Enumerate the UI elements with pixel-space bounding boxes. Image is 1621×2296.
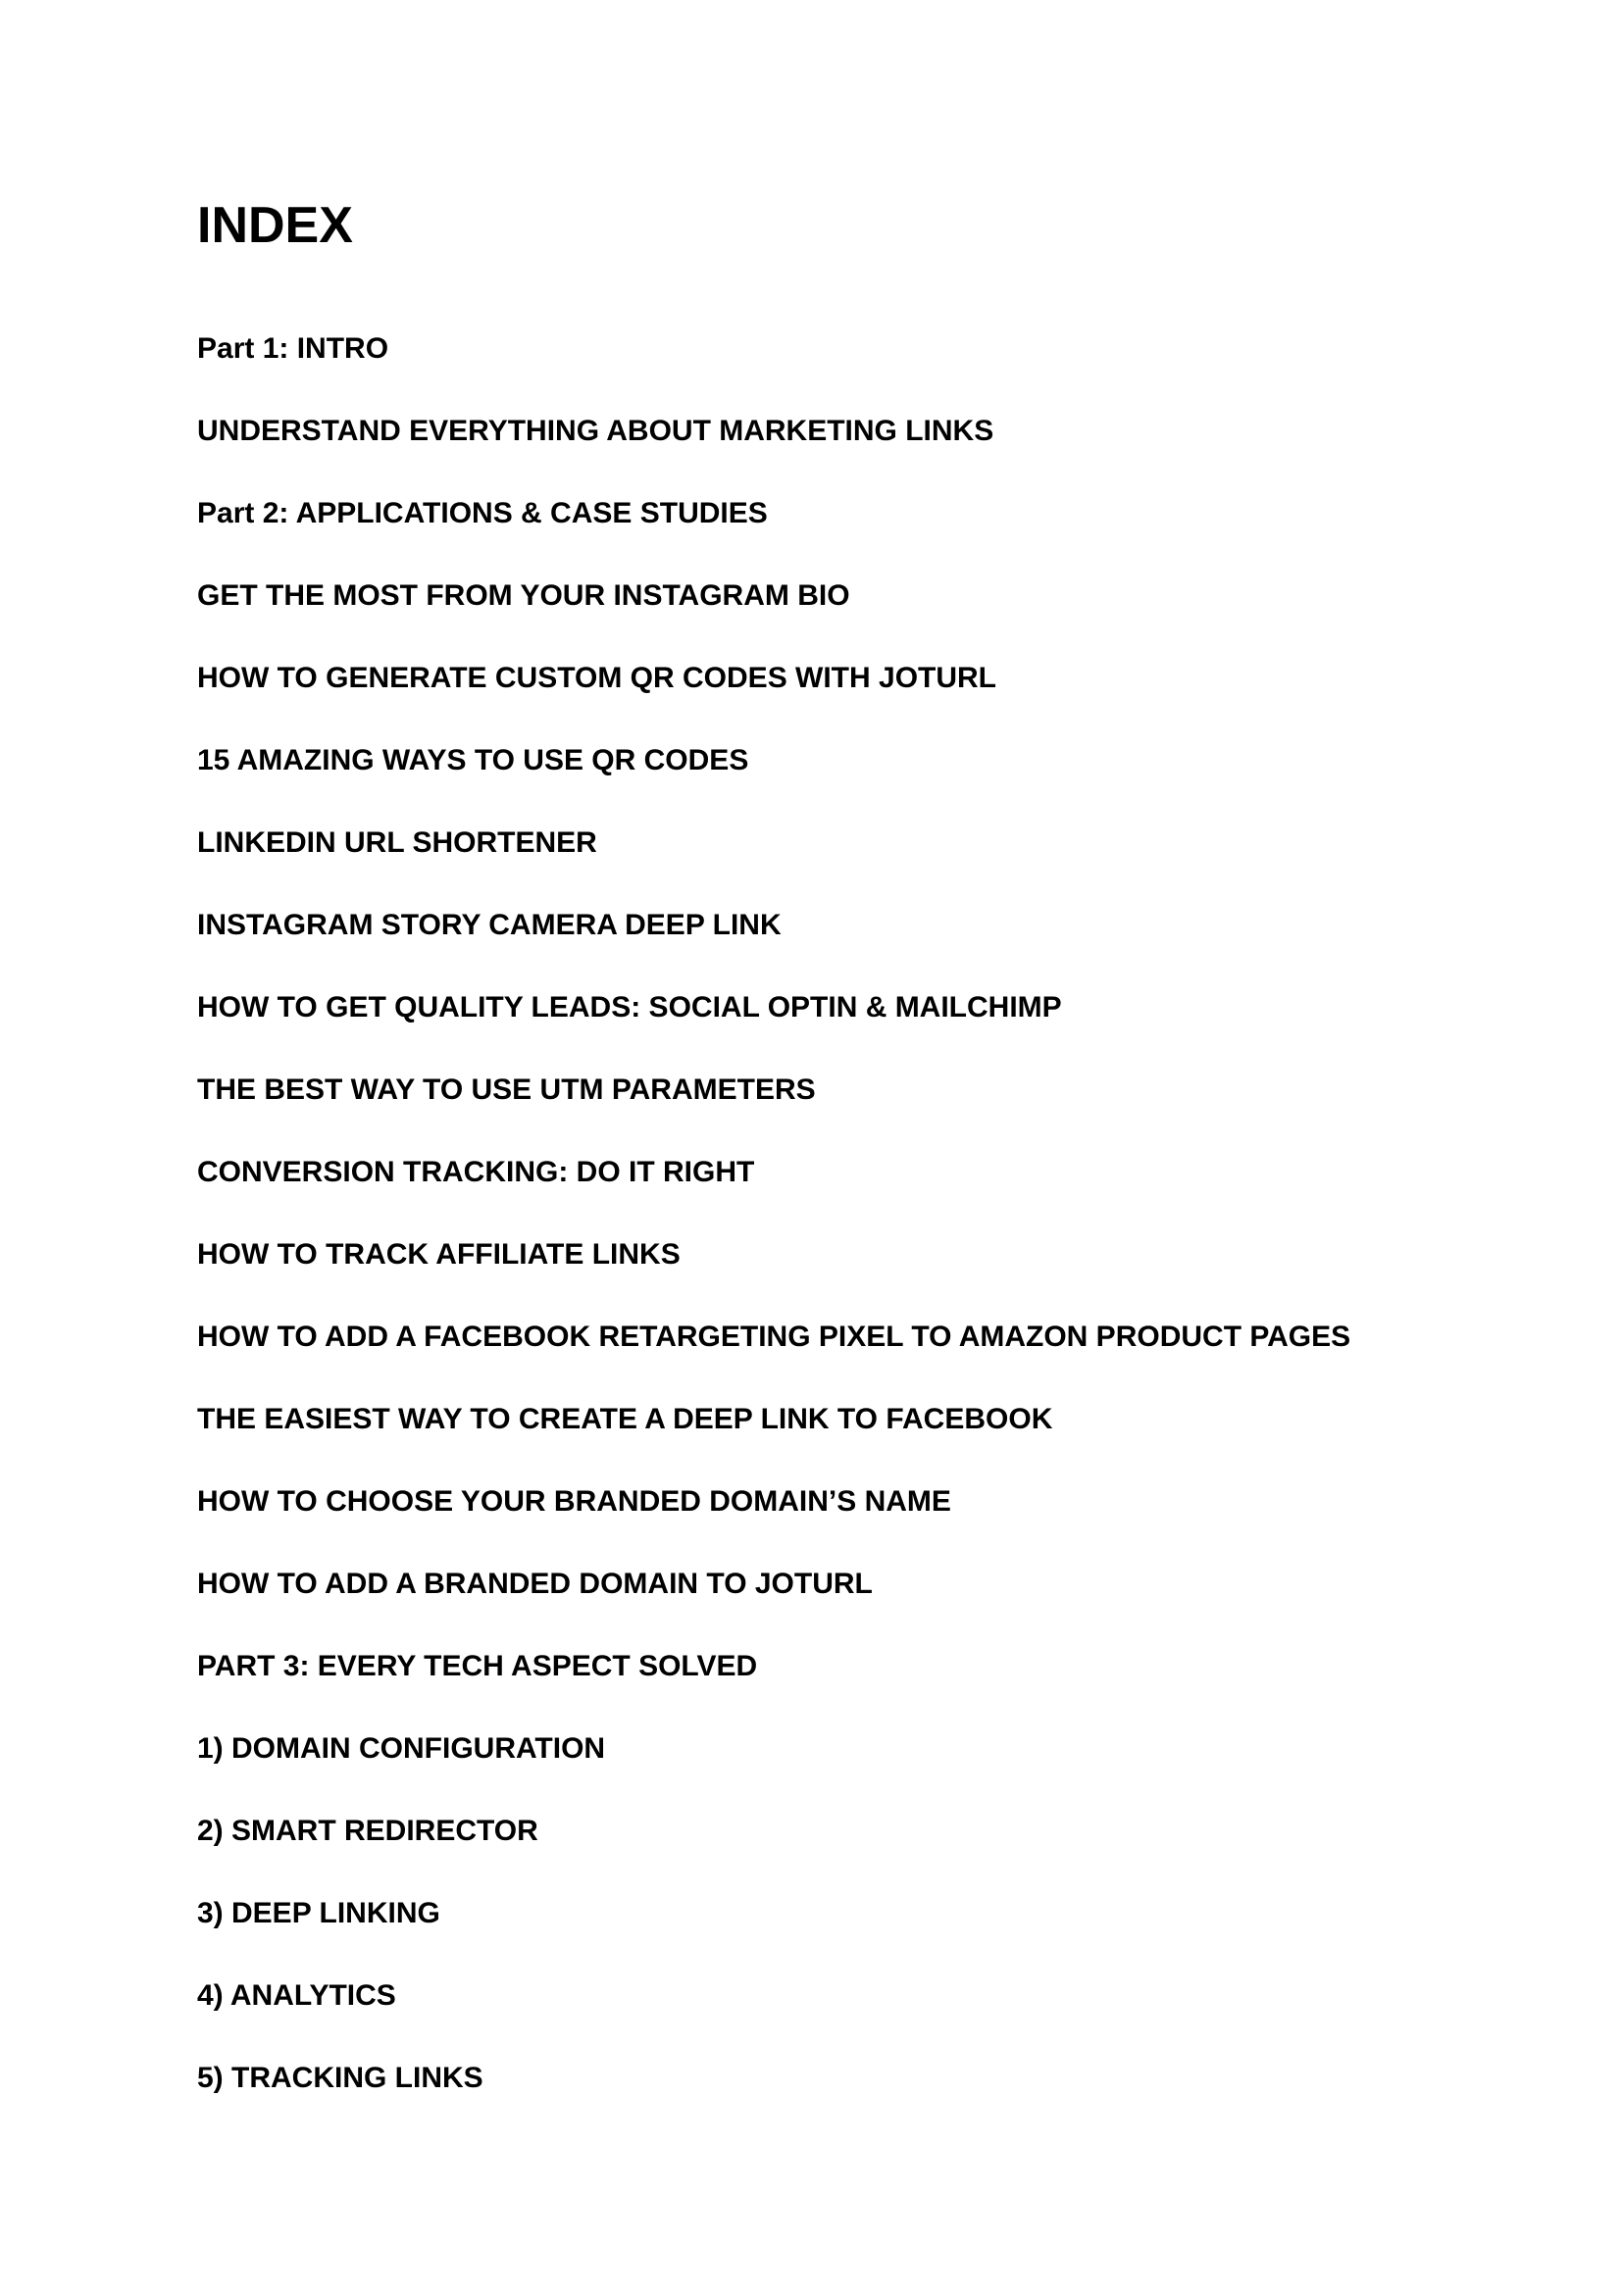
toc-item-smart-redirector: 2) SMART REDIRECTOR [197,1815,538,1847]
toc-item-part-3-tech-aspects: PART 3: EVERY TECH ASPECT SOLVED [197,1650,758,1682]
toc-item-marketing-links: UNDERSTAND EVERYTHING ABOUT MARKETING LINKS [197,415,994,447]
toc-item-facebook-deep-link: THE EASIEST WAY TO CREATE A DEEP LINK TO FACEBOOK [197,1403,1053,1435]
toc-item-custom-qr-codes: HOW TO GENERATE CUSTOM QR CODES WITH JOTURL [197,662,997,694]
toc-item-add-branded-domain: HOW TO ADD A BRANDED DOMAIN TO JOTURL [197,1568,873,1600]
toc-item-affiliate-links: HOW TO TRACK AFFILIATE LINKS [197,1238,681,1271]
toc-item-domain-configuration: 1) DOMAIN CONFIGURATION [197,1732,606,1765]
toc-item-part-2-applications: Part 2: APPLICATIONS & CASE STUDIES [197,497,768,529]
toc-item-part-1-intro: Part 1: INTRO [197,332,389,365]
toc-item-branded-domain-name: HOW TO CHOOSE YOUR BRANDED DOMAIN’S NAME [197,1485,951,1518]
toc-item-linkedin-url-shortener: LINKEDIN URL SHORTENER [197,826,597,859]
toc-item-instagram-bio: GET THE MOST FROM YOUR INSTAGRAM BIO [197,579,850,612]
toc-item-utm-parameters: THE BEST WAY TO USE UTM PARAMETERS [197,1073,816,1106]
toc-item-analytics: 4) ANALYTICS [197,1979,396,2012]
toc-item-facebook-retargeting-pixel: HOW TO ADD A FACEBOOK RETARGETING PIXEL TO AMAZON PRODUCT PAGES [197,1321,1351,1353]
index-title: INDEX [197,197,353,254]
toc-item-instagram-camera-deep-link: INSTAGRAM STORY CAMERA DEEP LINK [197,909,782,941]
toc-item-conversion-tracking: CONVERSION TRACKING: DO IT RIGHT [197,1156,755,1188]
toc-item-tracking-links: 5) TRACKING LINKS [197,2062,483,2094]
table-of-contents [197,329,1350,2141]
toc-item-qr-code-uses: 15 AMAZING WAYS TO USE QR CODES [197,744,749,776]
toc-item-quality-leads: HOW TO GET QUALITY LEADS: SOCIAL OPTIN & MAILCHIMP [197,991,1062,1023]
toc-item-deep-linking: 3) DEEP LINKING [197,1897,440,1929]
